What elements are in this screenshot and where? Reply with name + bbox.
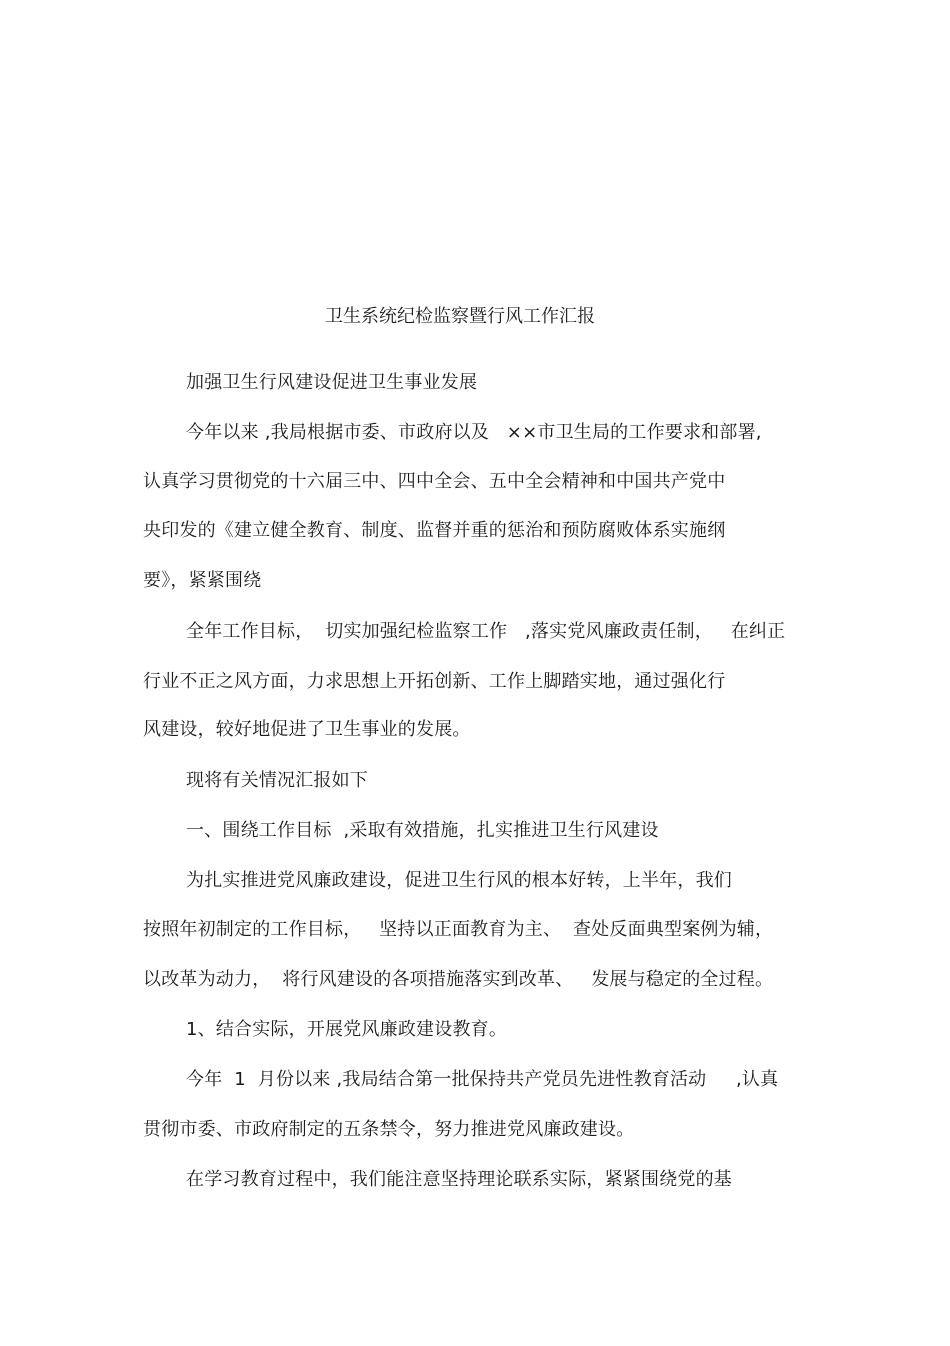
paragraph-line: 全年工作目标， 切实加强纪检监察工作 ,落实党风廉政责任制， 在纠正 xyxy=(186,621,786,642)
paragraph-line: 行业不正之风方面，力求思想上开拓创新、工作上脚踏实地，通过强化行 xyxy=(143,671,726,692)
subtitle-line: 加强卫生行风建设促进卫生事业发展 xyxy=(186,372,478,393)
paragraph-line: 今年以来 ,我局根据市委、市政府以及 ××市卫生局的工作要求和部署, xyxy=(186,422,762,443)
paragraph-line: 今年 1 月份以来 ,我局结合第一批保持共产党员先进性教育活动 ,认真 xyxy=(186,1069,779,1090)
paragraph-line: 在学习教育过程中，我们能注意坚持理论联系实际，紧紧围绕党的基 xyxy=(186,1169,732,1190)
subsection-heading: 1、结合实际，开展党风廉政建设教育。 xyxy=(186,1019,508,1040)
paragraph-line: 认真学习贯彻党的十六届三中、四中全会、五中全会精神和中国共产党中 xyxy=(143,471,726,492)
paragraph-line: 按照年初制定的工作目标， 坚持以正面教育为主、 查处反面典型案例为辅， xyxy=(143,919,774,940)
section-heading: 一、围绕工作目标 ,采取有效措施，扎实推进卫生行风建设 xyxy=(186,820,659,841)
paragraph-line: 现将有关情况汇报如下 xyxy=(186,770,368,791)
paragraph-line: 央印发的《建立健全教育、制度、监督并重的惩治和预防腐败体系实施纲 xyxy=(143,520,726,541)
document-title: 卫生系统纪检监察暨行风工作汇报 xyxy=(325,306,595,327)
paragraph-line: 为扎实推进党风廉政建设，促进卫生行风的根本好转，上半年，我们 xyxy=(186,870,732,891)
paragraph-line: 风建设，较好地促进了卫生事业的发展。 xyxy=(143,719,471,740)
paragraph-line: 以改革为动力， 将行风建设的各项措施落实到改革、 发展与稳定的全过程。 xyxy=(143,969,774,990)
paragraph-line: 要》，紧紧围绕 xyxy=(143,570,262,591)
paragraph-line: 贯彻市委、市政府制定的五条禁令，努力推进党风廉政建设。 xyxy=(143,1119,635,1140)
